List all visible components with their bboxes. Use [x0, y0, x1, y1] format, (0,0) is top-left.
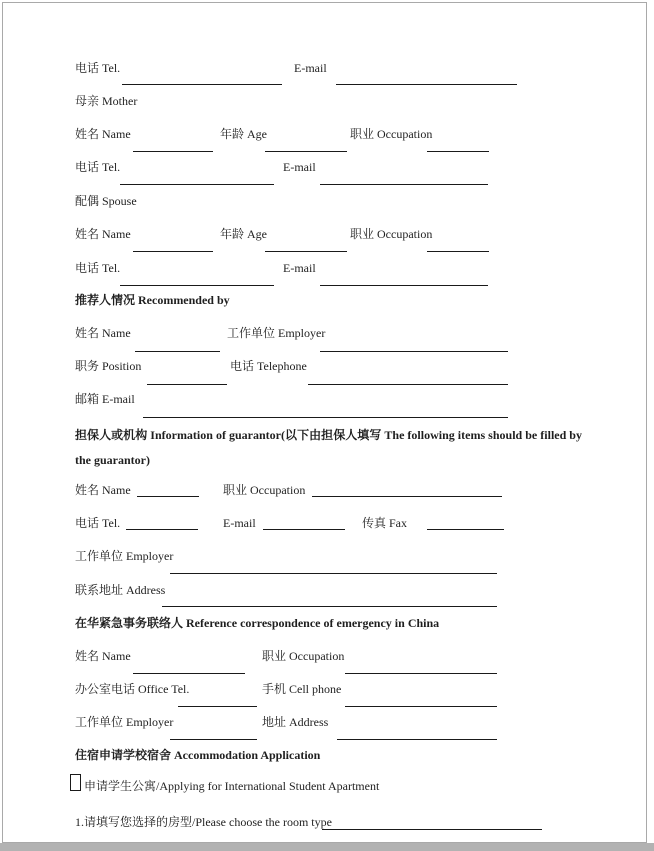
emergency-cell-phone-field[interactable]: [345, 706, 497, 707]
mother-heading: 母亲 Mother: [75, 94, 138, 108]
spouse-age-label: 年龄 Age: [220, 227, 267, 241]
guarantor-tel-field[interactable]: [126, 529, 198, 530]
spouse-heading: 配偶 Spouse: [75, 194, 137, 208]
guarantor-name-field[interactable]: [137, 496, 199, 497]
emergency-office-tel-field[interactable]: [178, 706, 257, 707]
guarantor-address-label: 联系地址 Address: [75, 583, 166, 597]
accommodation-heading: 住宿申请学校宿舍 Accommodation Application: [75, 748, 321, 762]
top-email-field[interactable]: [336, 84, 517, 85]
emergency-occupation-field[interactable]: [345, 673, 497, 674]
guarantor-heading: 担保人或机构 Information of guarantor(以下由担保人填写 The following items should be filled by the guarantor): [75, 428, 582, 467]
recommended-position-label: 职务 Position: [75, 359, 142, 373]
recommended-email-label: 邮箱 E-mail: [75, 392, 135, 406]
mother-email-label: E-mail: [283, 160, 316, 174]
guarantor-occupation-field[interactable]: [312, 496, 502, 497]
recommended-telephone-label: 电话 Telephone: [230, 359, 307, 373]
spouse-occupation-label: 职业 Occupation: [350, 227, 433, 241]
emergency-office-tel-label: 办公室电话 Office Tel.: [75, 682, 190, 696]
recommended-name-label: 姓名 Name: [75, 326, 131, 340]
mother-age-label: 年龄 Age: [220, 127, 267, 141]
guarantor-address-field[interactable]: [162, 606, 497, 607]
spouse-occupation-field[interactable]: [427, 251, 489, 252]
recommended-employer-label: 工作单位 Employer: [227, 326, 326, 340]
spouse-email-label: E-mail: [283, 261, 316, 275]
guarantor-fax-label: 传真 Fax: [362, 516, 408, 530]
guarantor-email-field[interactable]: [263, 529, 345, 530]
recommended-position-field[interactable]: [147, 384, 227, 385]
guarantor-employer-field[interactable]: [170, 573, 497, 574]
mother-occupation-label: 职业 Occupation: [350, 127, 433, 141]
recommended-email-field[interactable]: [143, 417, 508, 418]
apartment-option-label: 申请学生公寓/Applying for International Student Apartment: [84, 779, 380, 793]
mother-occupation-field[interactable]: [427, 151, 489, 152]
recommended-heading: 推荐人情况 Recommended by: [75, 293, 230, 307]
emergency-heading: 在华紧急事务联络人 Reference correspondence of emergency in China: [75, 616, 440, 630]
emergency-name-field[interactable]: [133, 673, 245, 674]
spouse-email-field[interactable]: [320, 285, 488, 286]
room-type-prompt: 1.请填写您选择的房型/Please choose the room type: [75, 815, 332, 829]
apartment-checkbox[interactable]: [70, 774, 81, 791]
mother-tel-label: 电话 Tel.: [75, 160, 121, 174]
emergency-occupation-label: 职业 Occupation: [262, 649, 345, 663]
page-bottom-edge: [0, 843, 654, 851]
mother-name-label: 姓名 Name: [75, 127, 131, 141]
mother-name-field[interactable]: [133, 151, 213, 152]
guarantor-email-label: E-mail: [223, 516, 256, 530]
emergency-employer-label: 工作单位 Employer: [75, 715, 174, 729]
mother-tel-field[interactable]: [120, 184, 274, 185]
spouse-age-field[interactable]: [265, 251, 347, 252]
emergency-cell-phone-label: 手机 Cell phone: [262, 682, 342, 696]
spouse-tel-label: 电话 Tel.: [75, 261, 121, 275]
room-type-field[interactable]: [322, 829, 542, 830]
emergency-address-label: 地址 Address: [262, 715, 329, 729]
recommended-employer-field[interactable]: [320, 351, 508, 352]
emergency-employer-field[interactable]: [170, 739, 257, 740]
mother-age-field[interactable]: [265, 151, 347, 152]
emergency-address-field[interactable]: [337, 739, 497, 740]
spouse-name-label: 姓名 Name: [75, 227, 131, 241]
spouse-tel-field[interactable]: [120, 285, 274, 286]
recommended-telephone-field[interactable]: [308, 384, 508, 385]
guarantor-employer-label: 工作单位 Employer: [75, 549, 174, 563]
mother-email-field[interactable]: [320, 184, 488, 185]
top-tel-field[interactable]: [122, 84, 282, 85]
guarantor-name-label: 姓名 Name: [75, 483, 131, 497]
top-email-label: E-mail: [294, 61, 327, 75]
recommended-name-field[interactable]: [135, 351, 220, 352]
top-tel-label: 电话 Tel.: [75, 61, 121, 75]
emergency-name-label: 姓名 Name: [75, 649, 131, 663]
spouse-name-field[interactable]: [133, 251, 213, 252]
guarantor-fax-field[interactable]: [427, 529, 504, 530]
guarantor-occupation-label: 职业 Occupation: [223, 483, 306, 497]
guarantor-tel-label: 电话 Tel.: [75, 516, 121, 530]
